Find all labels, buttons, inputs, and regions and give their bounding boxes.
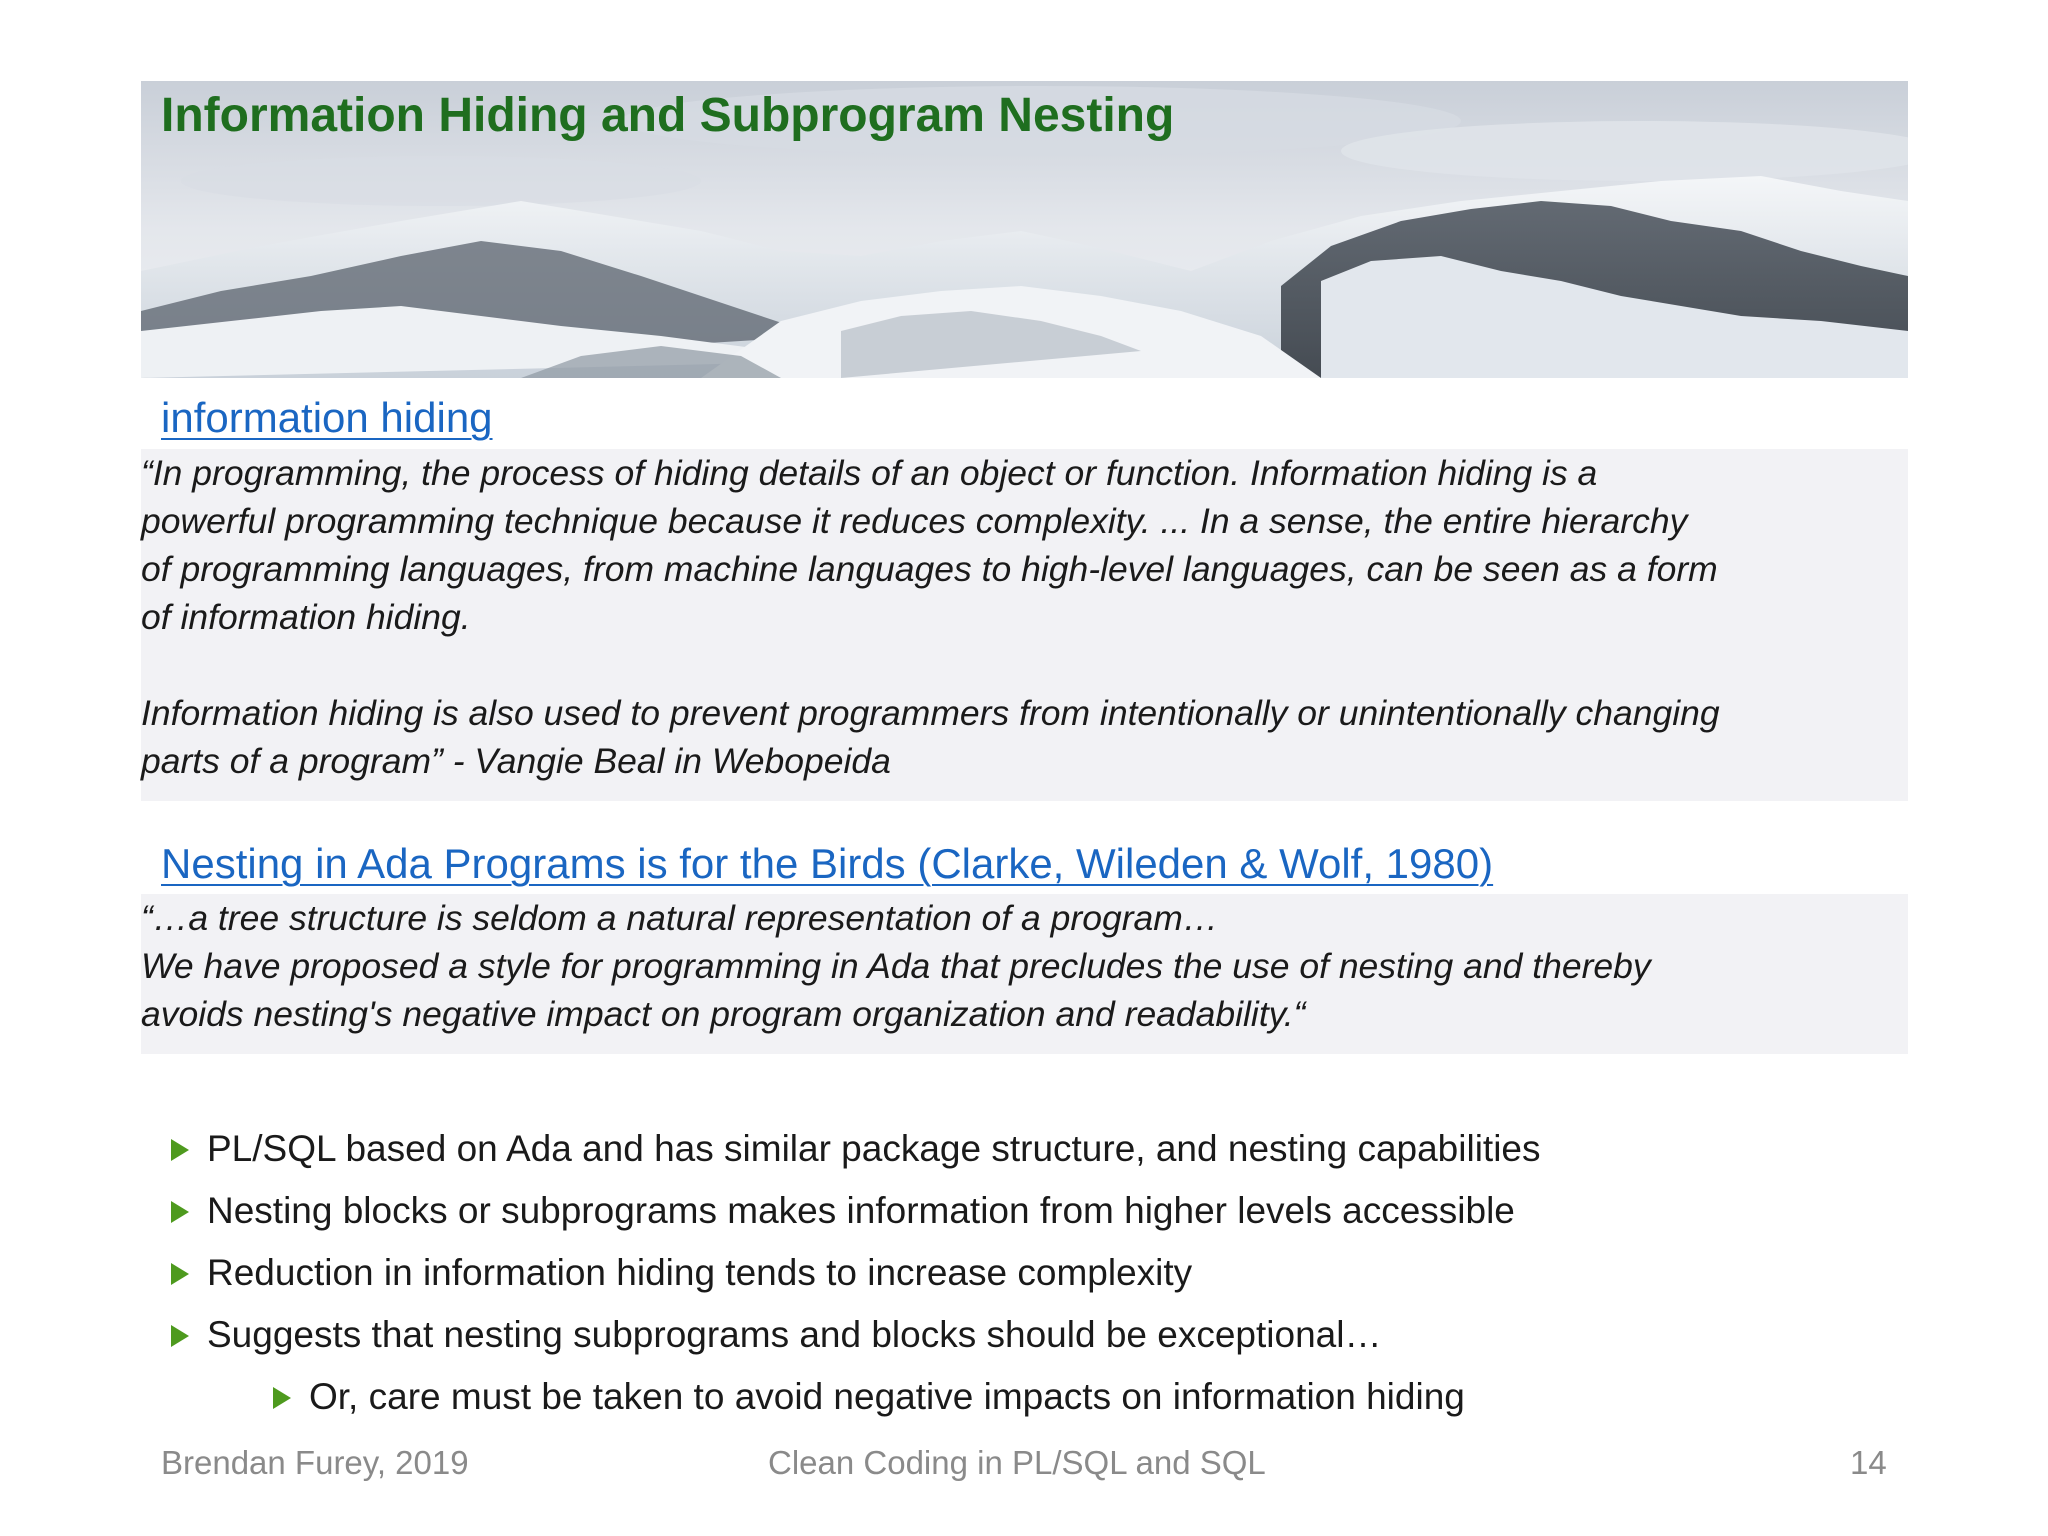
- footer-course-title: Clean Coding in PL/SQL and SQL: [768, 1444, 1266, 1481]
- triangle-bullet-icon: [273, 1387, 291, 1409]
- quote-line: parts of a program” - Vangie Beal in Webopeida: [141, 741, 891, 781]
- triangle-bullet-icon: [171, 1201, 189, 1223]
- quote-line: avoids nesting's negative impact on program organization and readability.“: [141, 994, 1306, 1034]
- triangle-bullet-icon: [171, 1139, 189, 1161]
- quote-line: We have proposed a style for programming in Ada that precludes the use of nesting and thereby: [141, 946, 1651, 986]
- bullet-text: Reduction in information hiding tends to increase complexity: [207, 1252, 1193, 1293]
- quote-line: “In programming, the process of hiding details of an object or function. Information hiding is a: [141, 453, 1598, 493]
- bullet-text: Suggests that nesting subprograms and blocks should be exceptional…: [207, 1314, 1382, 1355]
- footer-author: Brendan Furey, 2019: [161, 1444, 469, 1481]
- slide-title: Information Hiding and Subprogram Nesting: [161, 89, 1175, 142]
- bullet-text: PL/SQL based on Ada and has similar package structure, and nesting capabilities: [207, 1128, 1541, 1169]
- information-hiding-link[interactable]: information hiding: [161, 394, 493, 441]
- triangle-bullet-icon: [171, 1325, 189, 1347]
- quote-line: powerful programming technique because it reduces complexity. ... In a sense, the entire hierarchy: [141, 501, 1688, 541]
- page-number: 14: [1850, 1444, 1887, 1481]
- quote-line: of programming languages, from machine languages to high-level languages, can be seen as a form: [141, 549, 1718, 589]
- nesting-in-ada-link[interactable]: Nesting in Ada Programs is for the Birds (Clarke, Wileden & Wolf, 1980): [161, 840, 1494, 887]
- bullet-text: Or, care must be taken to avoid negative impacts on information hiding: [309, 1376, 1465, 1417]
- quote-spacer: [141, 641, 1908, 689]
- quote-line: Information hiding is also used to prevent programmers from intentionally or unintentionally changing: [141, 693, 1720, 733]
- information-hiding-quote: [141, 449, 1908, 801]
- bullet-text: Nesting blocks or subprograms makes information from higher levels accessible: [207, 1190, 1515, 1231]
- nesting-in-ada-quote: [141, 894, 1908, 1054]
- triangle-bullet-icon: [171, 1263, 189, 1285]
- quote-line: “…a tree structure is seldom a natural representation of a program…: [141, 898, 1219, 938]
- quote-line: of information hiding.: [141, 597, 471, 637]
